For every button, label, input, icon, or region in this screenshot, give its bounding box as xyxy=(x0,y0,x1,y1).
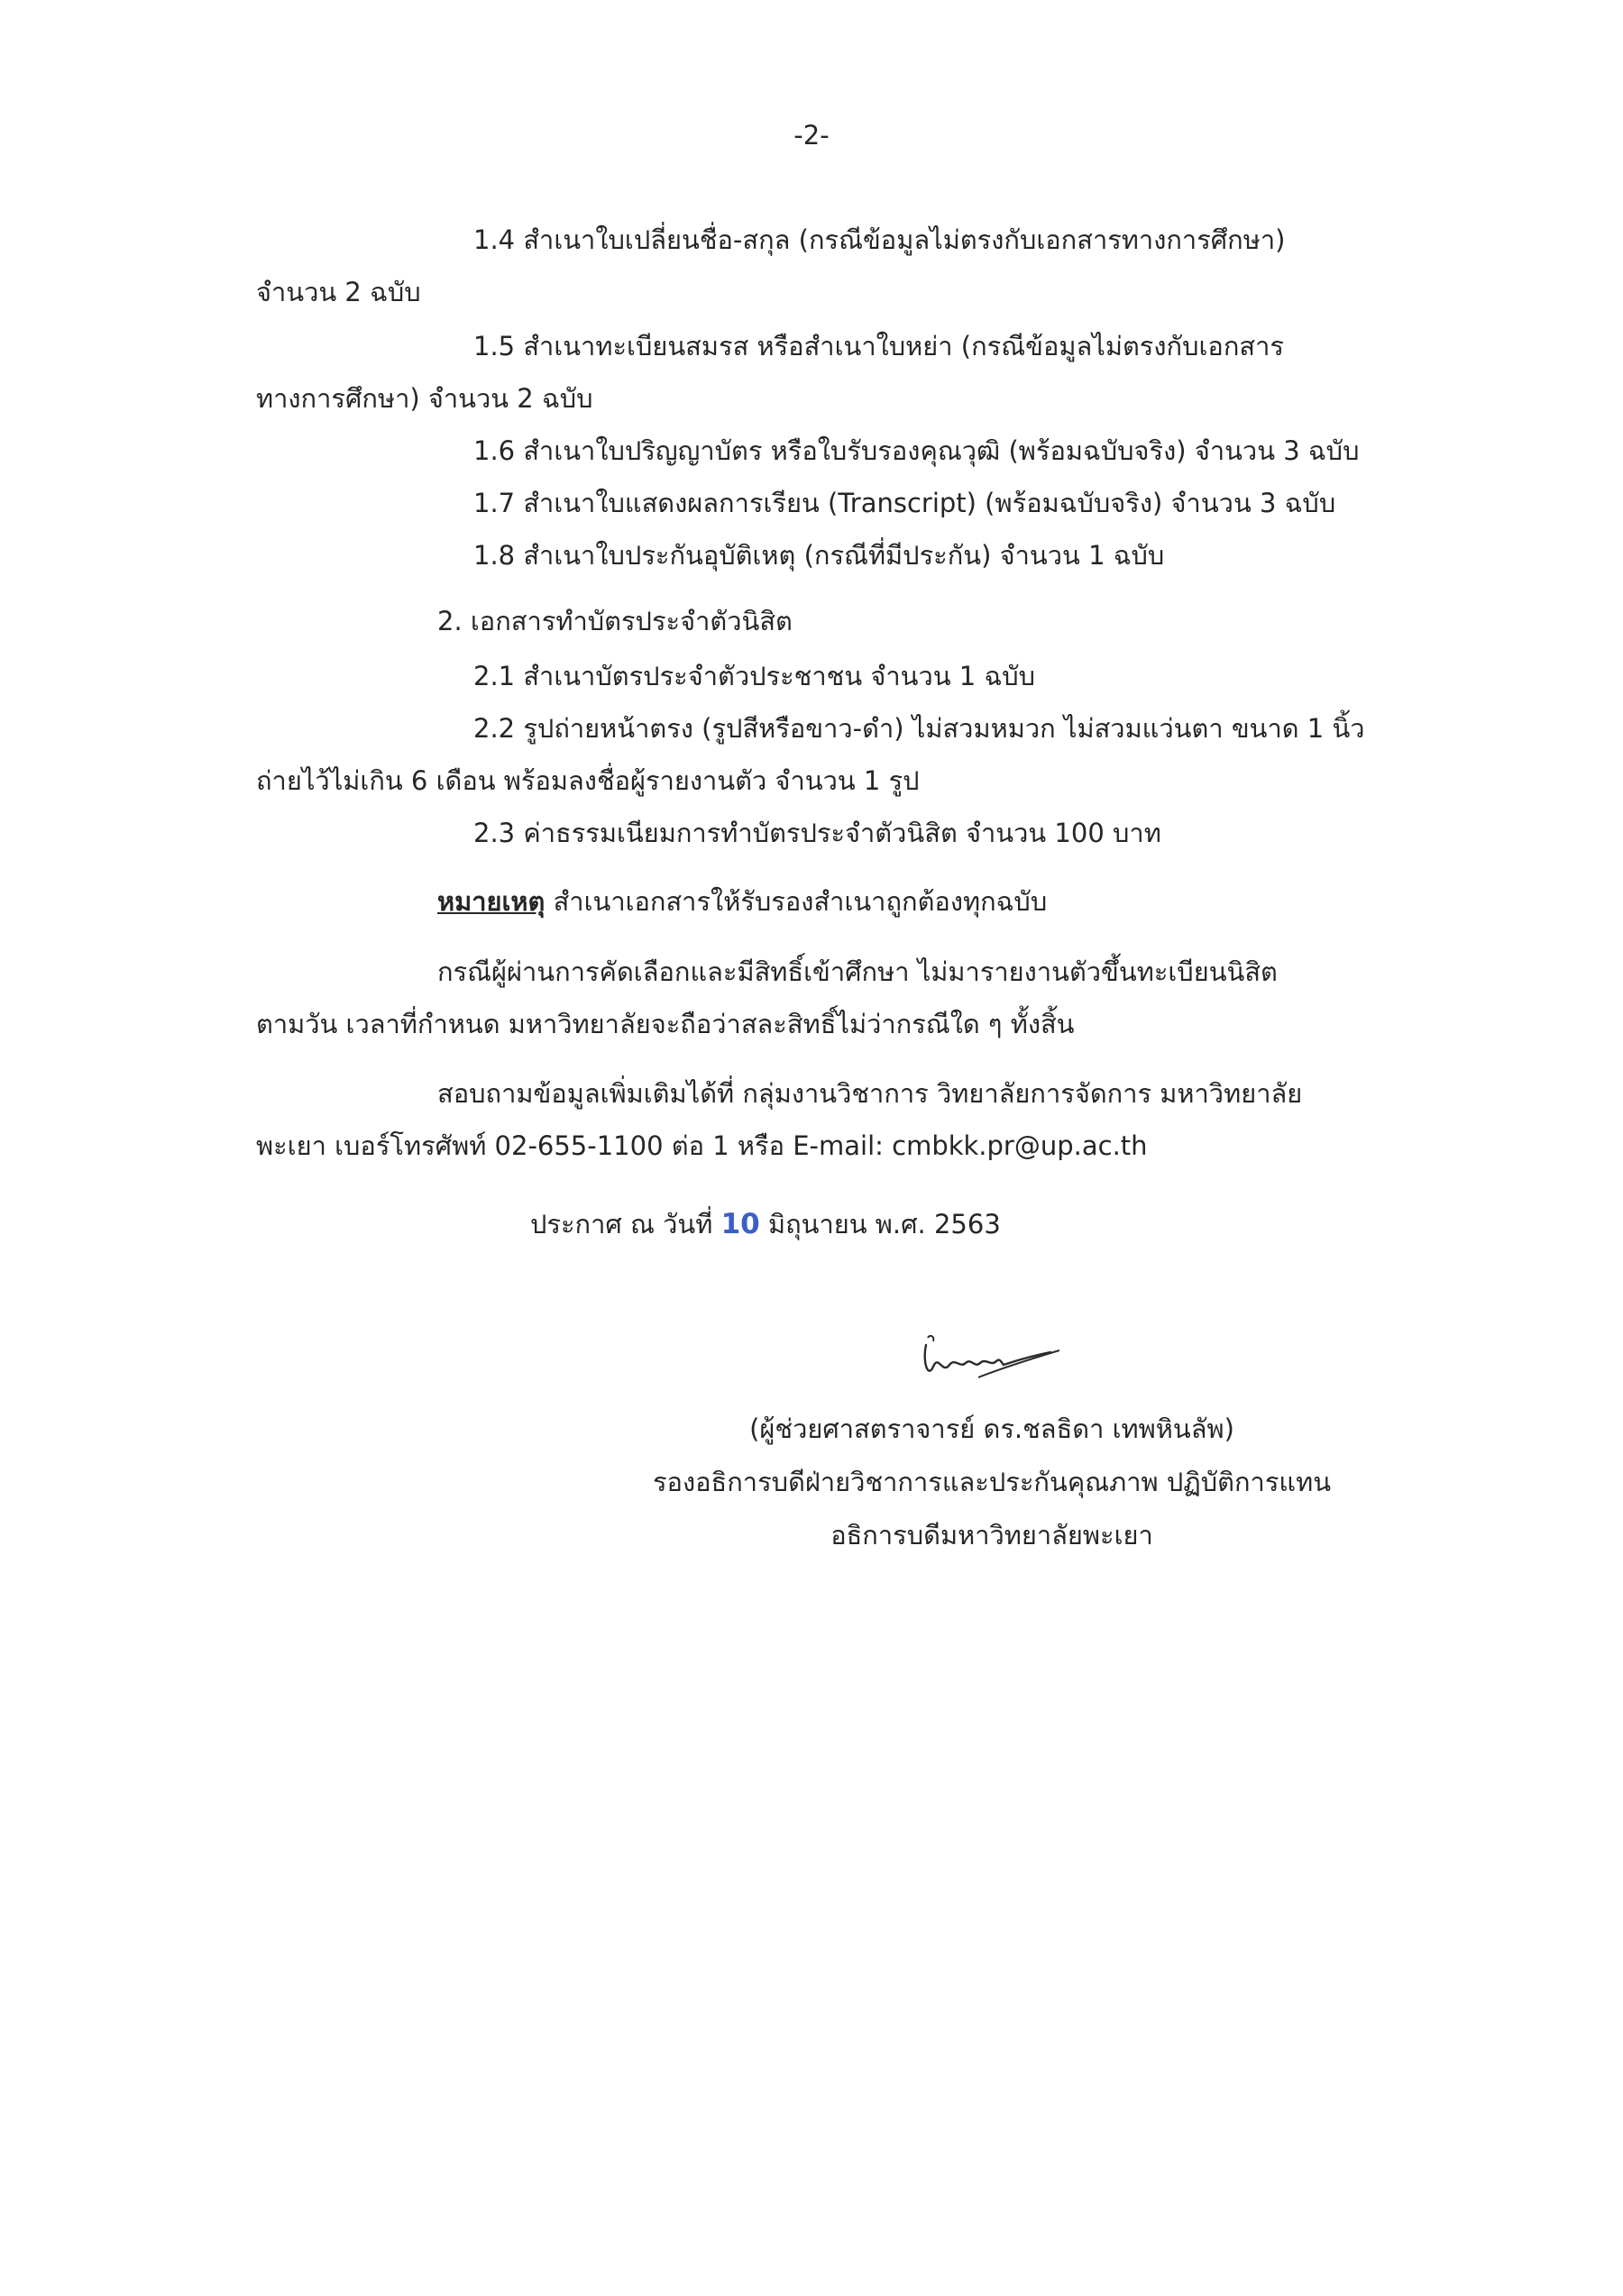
note-label: หมายเหตุ xyxy=(437,886,546,917)
item-1-5-line-1: 1.5 สำเนาทะเบียนสมรส หรือสำเนาใบหย่า (กรณีข้อมูลไม่ตรงกับเอกสาร xyxy=(473,331,1284,361)
signatory-position-2: อธิการบดีมหาวิทยาลัยพะเยา xyxy=(830,1520,1153,1550)
announcement-suffix: มิถุนายน พ.ศ. 2563 xyxy=(759,1209,1001,1239)
paragraph-2-line-2: พะเยา เบอร์โทรศัพท์ 02-655-1100 ต่อ 1 หรือ E-mail: cmbkk.pr@up.ac.th xyxy=(256,1130,1148,1161)
signatory-position-1: รองอธิการบดีฝ่ายวิชาการและประกันคุณภาพ ปฏิบัติการแทน xyxy=(652,1467,1332,1497)
announcement-day: 10 xyxy=(720,1208,760,1240)
announcement-prefix: ประกาศ ณ วันที่ xyxy=(530,1209,721,1239)
item-2-1: 2.1 สำเนาบัตรประจำตัวประชาชน จำนวน 1 ฉบับ xyxy=(473,661,1036,691)
announcement-date xyxy=(530,1206,1001,1242)
note-line xyxy=(437,883,1047,919)
item-1-4-line-1: 1.4 สำเนาใบเปลี่ยนชื่อ-สกุล (กรณีข้อมูลไม่ตรงกับเอกสารทางการศึกษา) xyxy=(473,224,1286,255)
item-1-4-line-2: จำนวน 2 ฉบับ xyxy=(256,277,421,307)
item-2-2-line-1: 2.2 รูปถ่ายหน้าตรง (รูปสีหรือขาว-ดำ) ไม่สวมหมวก ไม่สวมแว่นตา ขนาด 1 นิ้ว xyxy=(473,713,1365,744)
item-1-6: 1.6 สำเนาใบปริญญาบัตร หรือใบรับรองคุณวุฒิ (พร้อมฉบับจริง) จำนวน 3 ฉบับ xyxy=(473,435,1360,466)
item-1-5-line-2: ทางการศึกษา) จำนวน 2 ฉบับ xyxy=(256,383,593,414)
signature-image xyxy=(915,1325,1068,1388)
note-text: สำเนาเอกสารให้รับรองสำเนาถูกต้องทุกฉบับ xyxy=(545,886,1048,917)
paragraph-2-line-1: สอบถามข้อมูลเพิ่มเติมได้ที่ กลุ่มงานวิชาการ วิทยาลัยการจัดการ มหาวิทยาลัย xyxy=(437,1078,1303,1109)
item-1-7: 1.7 สำเนาใบแสดงผลการเรียน (Transcript) (พร้อมฉบับจริง) จำนวน 3 ฉบับ xyxy=(473,488,1336,518)
item-1-8: 1.8 สำเนาใบประกันอุบัติเหตุ (กรณีที่มีประกัน) จำนวน 1 ฉบับ xyxy=(473,540,1165,571)
item-2-3: 2.3 ค่าธรรมเนียมการทำบัตรประจำตัวนิสิต จำนวน 100 บาท xyxy=(473,818,1161,848)
paragraph-1-line-2: ตามวัน เวลาที่กำหนด มหาวิทยาลัยจะถือว่าสละสิทธิ์ไม่ว่ากรณีใด ๆ ทั้งสิ้น xyxy=(256,1009,1075,1039)
signatory-name: (ผู้ช่วยศาสตราจารย์ ดร.ชลธิดา เทพหินลัพ) xyxy=(749,1413,1234,1444)
item-2-2-line-2: ถ่ายไว้ไม่เกิน 6 เดือน พร้อมลงชื่อผู้รายงานตัว จำนวน 1 รูป xyxy=(256,765,920,796)
section-2-heading: 2. เอกสารทำบัตรประจำตัวนิสิต xyxy=(437,606,793,636)
paragraph-1-line-1: กรณีผู้ผ่านการคัดเลือกและมีสิทธิ์เข้าศึกษา ไม่มารายงานตัวขึ้นทะเบียนนิสิต xyxy=(437,956,1278,987)
page-number: -2- xyxy=(793,120,830,151)
